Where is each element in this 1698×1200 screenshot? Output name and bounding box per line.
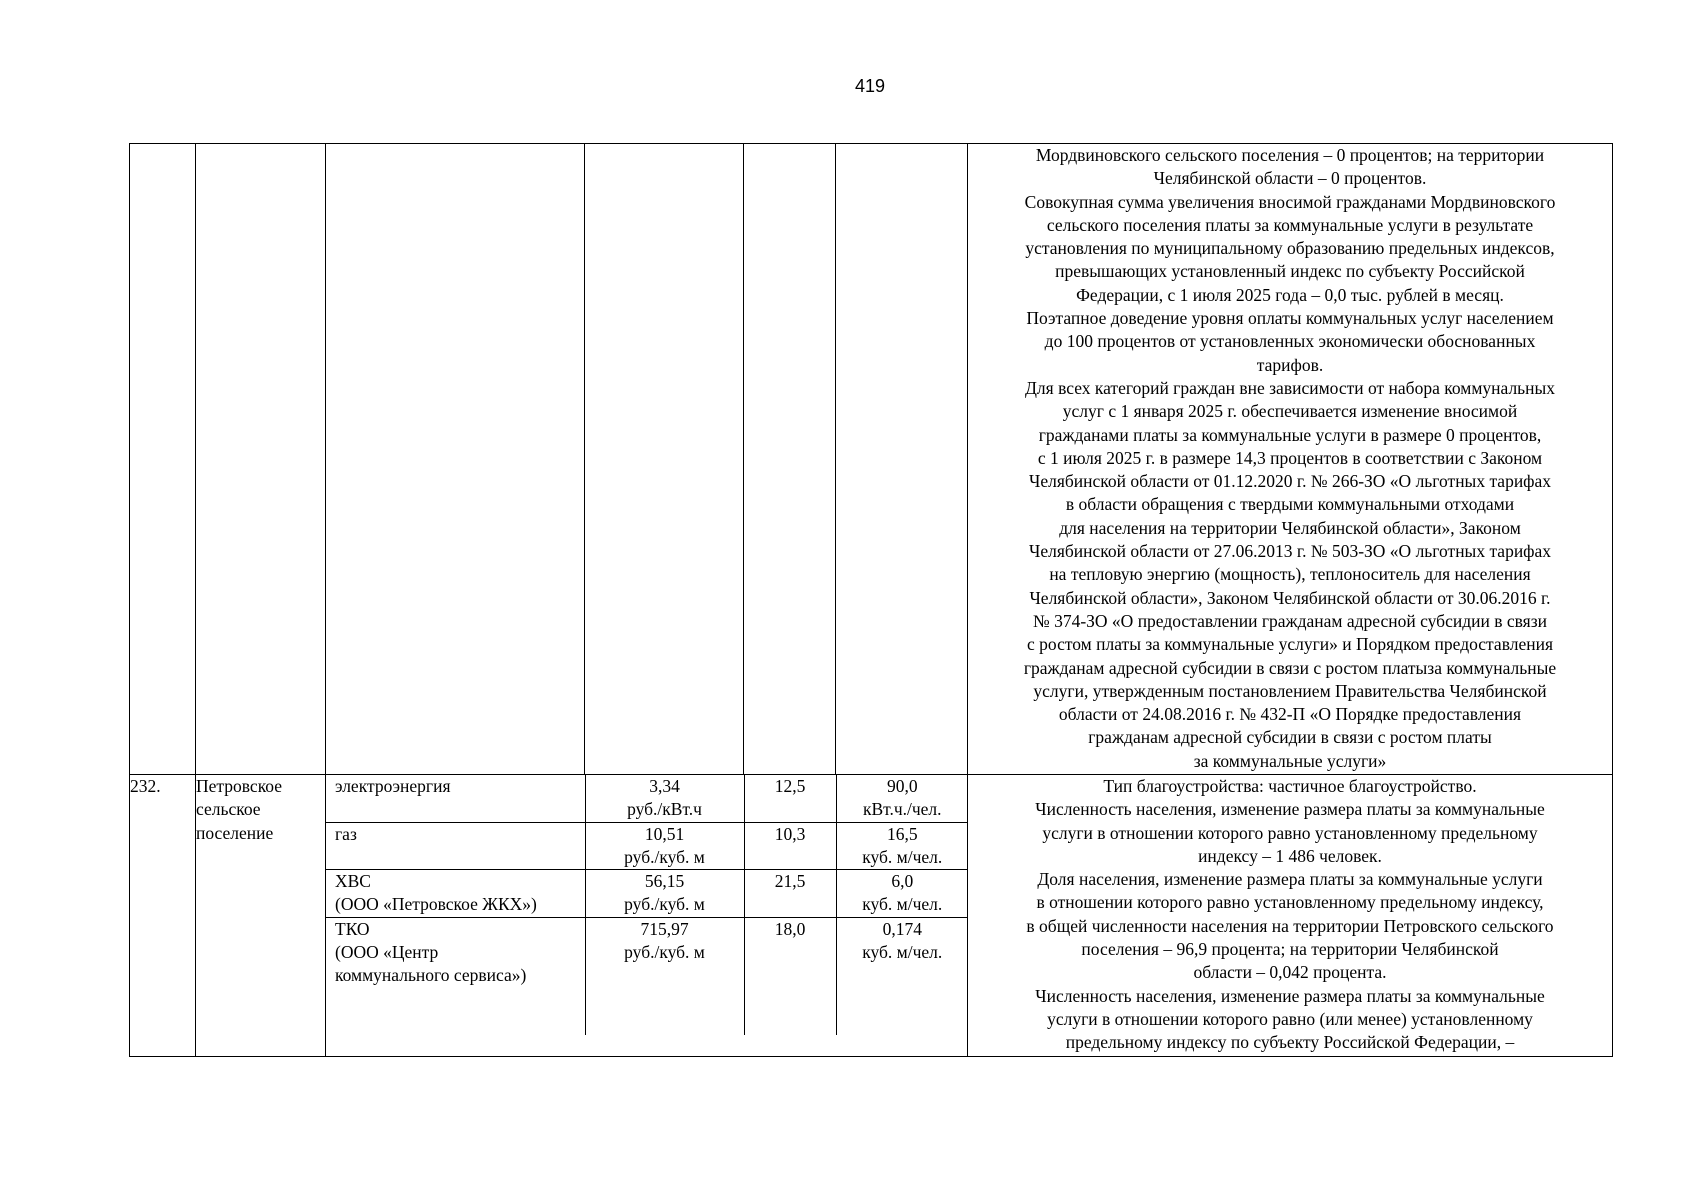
- service-name-line: ХВС: [335, 871, 371, 892]
- text-line: услуг с 1 января 2025 г. обеспечивается изменение вносимой: [1062, 401, 1518, 422]
- service-name: [326, 870, 585, 918]
- text-line: Челябинской области от 01.12.2020 г. № 266-ЗО «О льготных тарифах: [1028, 471, 1552, 492]
- entity-line: сельское: [196, 799, 261, 820]
- text-line: с 1 июля 2025 г. в размере 14,3 процентов в соответствии с Законом: [1037, 447, 1543, 468]
- entity-line: Петровское: [196, 776, 283, 796]
- text-line: услуги, утвержденным постановлением Правительства Челябинской: [1033, 680, 1547, 701]
- tariff-unit: руб./кВт.ч: [627, 799, 702, 820]
- text-line: предельному индексу по субъекту Российской Федерации, –: [1065, 1032, 1515, 1053]
- tariff-value: 10,51: [644, 823, 685, 844]
- cell-service-empty: [326, 144, 585, 775]
- text-line: области от 24.08.2016 г. № 432-П «О Порядке предоставления: [1058, 704, 1522, 725]
- service-volume: [836, 822, 968, 870]
- text-line: Челябинской области от 27.06.2013 г. № 503-ЗО «О льготных тарифах: [1028, 541, 1552, 562]
- tariff-value: 715,97: [640, 918, 689, 939]
- text-line: в области обращения с твердыми коммунальными отходами: [1065, 494, 1515, 515]
- text-line: Мордвиновского сельского поселения – 0 процентов; на территории: [1035, 145, 1545, 165]
- service-tariff: [585, 917, 744, 1035]
- volume-value: 6,0: [891, 871, 914, 892]
- tariff-value: 3,34: [649, 776, 680, 796]
- volume-unit: кВт.ч./чел.: [862, 799, 942, 820]
- text-line: области – 0,042 процента.: [1193, 962, 1387, 983]
- text-line: индексу – 1 486 человек.: [1198, 845, 1382, 866]
- entity-name: [196, 775, 326, 1057]
- service-percent: 10,3: [744, 822, 836, 870]
- service-name: [326, 822, 585, 870]
- service-name-line: (ООО «Центр: [335, 942, 439, 963]
- text-line: поселения – 96,9 процента; на территории Челябинской: [1081, 939, 1499, 960]
- cell-tariff-empty: [585, 144, 744, 775]
- service-tariff: [585, 822, 744, 870]
- text-line: на тепловую энергию (мощность), теплоноситель для населения: [1049, 564, 1531, 585]
- tariff-unit: руб./куб. м: [624, 894, 705, 915]
- service-row: [326, 917, 968, 1035]
- service-name-line: коммунального сервиса»): [335, 965, 527, 986]
- volume-unit: куб. м/чел.: [862, 942, 943, 963]
- description-continuation: [968, 144, 1613, 775]
- service-name-line: газ: [335, 823, 357, 844]
- text-line: гражданами платы за коммунальные услуги в размере 0 процентов,: [1038, 424, 1542, 445]
- service-percent: 12,5: [744, 775, 836, 822]
- text-line: превышающих установленный индекс по субъекту Российской: [1055, 261, 1525, 282]
- service-row: [326, 870, 968, 918]
- text-line: Челябинской области – 0 процентов.: [1153, 168, 1427, 189]
- volume-value: 16,5: [886, 823, 918, 844]
- volume-unit: куб. м/чел.: [862, 894, 943, 915]
- service-volume: [836, 870, 968, 918]
- service-tariff: [585, 870, 744, 918]
- text-line: для населения на территории Челябинской области», Законом: [1059, 517, 1521, 538]
- text-line: Федерации, с 1 июля 2025 года – 0,0 тыс. рублей в месяц.: [1076, 284, 1504, 305]
- text-line: тарифов.: [1256, 354, 1324, 375]
- volume-value: 0,174: [882, 918, 922, 939]
- row-number: 232.: [130, 775, 196, 1057]
- service-volume: [836, 917, 968, 1035]
- description-232: [968, 775, 1613, 1057]
- text-line: с ростом платы за коммунальные услуги» и Порядком предоставления: [1027, 634, 1553, 655]
- service-name: [326, 775, 585, 822]
- text-line: Для всех категорий граждан вне зависимости от набора коммунальных: [1024, 377, 1556, 398]
- service-name-line: ТКО: [335, 918, 370, 939]
- service-tariff: [585, 775, 744, 822]
- text-line: Челябинской области», Законом Челябинской области от 30.06.2016 г.: [1029, 587, 1551, 608]
- cell-number-empty: [130, 144, 196, 775]
- text-line: за коммунальные услуги»: [1193, 750, 1387, 771]
- text-line: Доля населения, изменение размера платы за коммунальные услуги: [1037, 869, 1543, 890]
- service-name: [326, 917, 585, 1035]
- cell-entity-empty: [196, 144, 326, 775]
- text-line: в общей численности населения на территории Петровского сельского: [1026, 915, 1554, 936]
- volume-unit: куб. м/чел.: [862, 846, 943, 867]
- volume-value: 90,0: [886, 776, 918, 796]
- text-line: Поэтапное доведение уровня оплаты коммунальных услуг населением: [1026, 308, 1554, 329]
- tariff-unit: руб./куб. м: [624, 942, 705, 963]
- table-row-continuation: [130, 144, 1613, 775]
- table-row-232: [130, 775, 1613, 1057]
- services-block: [326, 775, 968, 1057]
- text-line: до 100 процентов от установленных экономически обоснованных: [1044, 331, 1536, 352]
- text-line: услуги в отношении которого равно установленному предельному: [1042, 822, 1538, 843]
- tariff-value: 56,15: [644, 871, 685, 892]
- service-row: [326, 775, 968, 822]
- text-line: Тип благоустройства: частичное благоустройство.: [1103, 776, 1477, 796]
- text-line: № 374-ЗО «О предоставлении гражданам адресной субсидии в связи: [1033, 610, 1547, 631]
- cell-percent-empty: [744, 144, 836, 775]
- services-table: [326, 775, 968, 1035]
- page-number: 419: [854, 76, 886, 96]
- service-percent: 21,5: [744, 870, 836, 918]
- text-line: Численность населения, изменение размера платы за коммунальные: [1035, 799, 1545, 820]
- service-percent: 18,0: [744, 917, 836, 1035]
- service-name-line: (ООО «Петровское ЖКХ»): [335, 894, 537, 915]
- text-line: в отношении которого равно установленному предельному индексу,: [1036, 892, 1544, 913]
- tariff-table: [129, 143, 1613, 1057]
- text-line: гражданам адресной субсидии в связи с ростом платыза коммунальные: [1023, 657, 1557, 678]
- service-volume: [836, 775, 968, 822]
- text-line: сельского поселения платы за коммунальные услуги в результате: [1046, 214, 1534, 235]
- text-line: Совокупная сумма увеличения вносимой гражданами Мордвиновского: [1024, 191, 1556, 212]
- text-line: услуги в отношении которого равно (или менее) установленному: [1047, 1008, 1533, 1029]
- cell-volume-empty: [836, 144, 968, 775]
- service-name-line: электроэнергия: [335, 776, 451, 796]
- text-line: гражданам адресной субсидии в связи с ростом платы: [1088, 727, 1492, 748]
- entity-line: поселение: [196, 822, 274, 843]
- service-row: [326, 822, 968, 870]
- tariff-unit: руб./куб. м: [624, 846, 705, 867]
- text-line: Численность населения, изменение размера платы за коммунальные: [1035, 985, 1545, 1006]
- text-line: установления по муниципальному образованию предельных индексов,: [1025, 238, 1555, 259]
